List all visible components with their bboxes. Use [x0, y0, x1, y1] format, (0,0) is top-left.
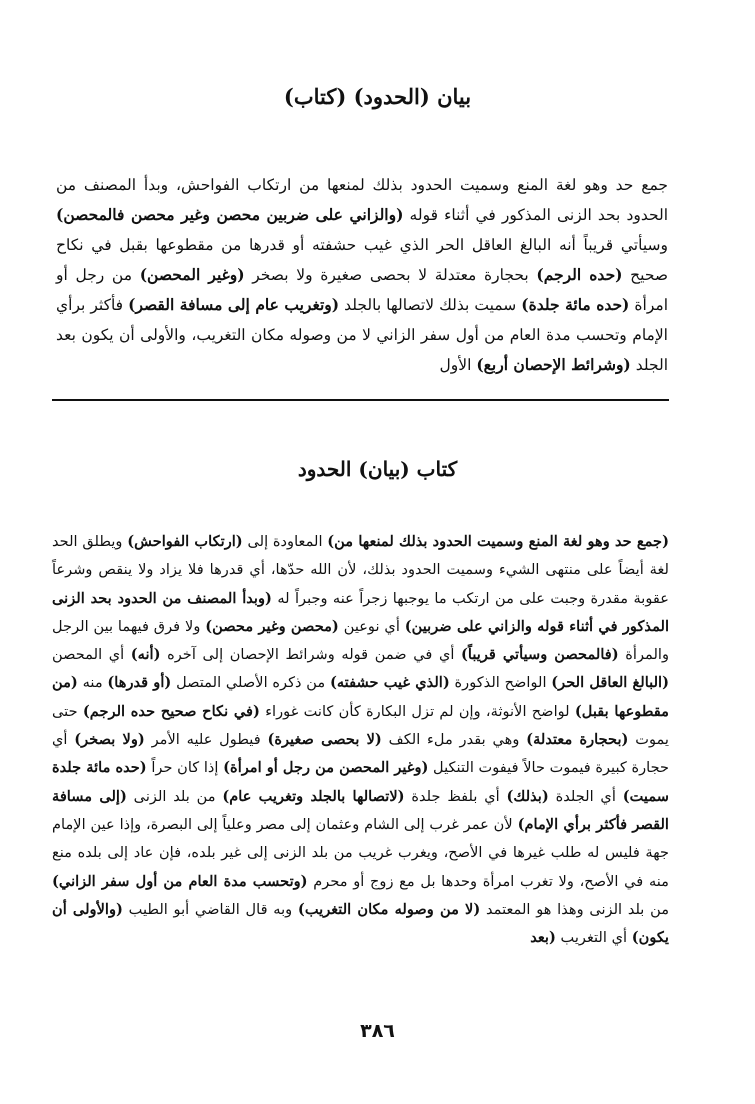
- page-number: ٣٨٦: [360, 1020, 395, 1042]
- quoted-matn-segment: (أو قدرها): [107, 674, 172, 692]
- text-segment: فيطول عليه الأمر: [144, 731, 268, 749]
- text-segment: من بلد الزنى: [126, 787, 223, 805]
- quoted-matn-segment: (من مقطوعها بقبل): [52, 674, 669, 720]
- text-segment: من ذكره الأصلي المتصل: [171, 674, 330, 692]
- text-segment: أي حجارة كبيرة فيموت حالاً فيفوت التنكيل: [52, 731, 670, 777]
- quoted-matn-segment: (وغير المحصن): [139, 265, 245, 284]
- quoted-matn-segment: (في نكاح صحيح حده الرجم): [82, 702, 260, 720]
- quoted-matn-segment: (أنه): [130, 646, 161, 664]
- chapter-title: (كتاب) بيان (الحدود): [283, 84, 472, 109]
- matn-text: [56, 170, 668, 380]
- quoted-matn-segment: (حده مائة جلدة سميت): [52, 759, 669, 805]
- text-segment: لأن عمر غرب إلى الشام وعثمان إلى مصر وعلياً إلى البصرة، وإذا عين الإمام جهة فليس له طلب غيرها في الأصح، ويغرب غريب من بلد الزنى إلى غير بلده، فإن عاد إلى بلده منع منه في الأصح، ولا تغرب امرأة وحدها بل مع زوج أو محرم: [52, 815, 669, 890]
- text-segment: لواضح الأنوثة، وإن لم تزل البكارة كأن كانت غوراء: [259, 702, 575, 720]
- text-segment: المعاودة إلى: [242, 533, 328, 550]
- quoted-matn-segment: (لا بحصى صغيرة): [267, 731, 382, 749]
- text-segment: الواضح الذكورة: [449, 674, 552, 692]
- quoted-matn-segment: (والأولى أن يكون): [52, 900, 669, 947]
- quoted-matn-segment: (حده مائة جلدة): [521, 295, 630, 314]
- quoted-matn-segment: (فالمحصن وسيأتي قريباً): [461, 646, 619, 664]
- quoted-matn-segment: (بذلك): [506, 787, 549, 805]
- quoted-matn-segment: (حده الرجم): [536, 265, 623, 284]
- quoted-matn-segment: (وتغريب عام إلى مسافة القصر): [128, 295, 340, 314]
- quoted-matn-segment: (إلى مسافة القصر فأكثر برأي الإمام): [52, 787, 669, 833]
- text-segment: من بلد الزنى وهذا هو المعتمد: [480, 900, 670, 918]
- text-segment: وسيأتي قريباً أنه البالغ العاقل الحر الذي غيب حشفته أو قدرها من مقطوعها بقبل في نكاح صحيح: [56, 236, 669, 284]
- commentary-title: كتاب (بيان) الحدود: [297, 457, 458, 481]
- quoted-matn-segment: (لاتصالها بالجلد وتغريب عام): [222, 787, 405, 805]
- quoted-matn-segment: (جمع حد وهو لغة المنع وسميت الحدود بذلك لمنعها من): [327, 533, 669, 550]
- text-segment: إذا كان حراً: [146, 759, 224, 777]
- quoted-matn-segment: (بحجارة معتدلة): [526, 731, 629, 749]
- quoted-matn-segment: (ارتكاب الفواحش): [127, 533, 243, 550]
- text-segment: فأكثر برأي الإمام وتحسب مدة العام من أول سفر الزاني لا من وصوله مكان التغريب، والأولى أن يكون بعد الجلد: [56, 296, 668, 374]
- text-segment: الأول: [439, 356, 477, 374]
- quoted-matn-segment: (لا من وصوله مكان التغريب): [297, 900, 481, 918]
- text-segment: من رجل أو امرأة: [56, 266, 669, 314]
- text-segment: وبه قال القاضي أبو الطيب: [122, 900, 298, 918]
- quoted-matn-segment: (وبدأ المصنف من الحدود بحد الزنى المذكور في أثناء قوله والزاني على ضربين): [52, 589, 670, 635]
- text-segment: أي نوعين: [338, 617, 405, 635]
- text-segment: حتى يموت: [52, 702, 669, 749]
- quoted-matn-segment: (محصن وغير محصن): [205, 617, 339, 635]
- text-segment: أي في ضمن قوله وشرائط الإحصان إلى آخره: [160, 646, 462, 664]
- text-segment: أي بلفظ جلدة: [404, 787, 507, 805]
- quoted-matn-segment: (وتحسب مدة العام من أول سفر الزاني): [52, 872, 308, 890]
- quoted-matn-segment: (البالغ العاقل الحر): [551, 674, 669, 692]
- quoted-matn-segment: (ولا بصخر): [74, 731, 145, 749]
- quoted-matn-segment: (الذي غيب حشفته): [329, 674, 450, 692]
- text-segment: أي المحصن: [52, 646, 131, 664]
- separator-line: [52, 399, 669, 401]
- text-segment: أي الجلدة: [548, 787, 623, 805]
- quoted-matn-segment: (بعد: [530, 929, 556, 947]
- text-segment: بحجارة معتدلة لا بحصى صغيرة ولا بصخر: [244, 266, 537, 284]
- text-segment: جمع حد وهو لغة المنع وسميت الحدود بذلك لمنعها من ارتكاب الفواحش، وبدأ المصنف من الحدود بحد الزنى المذكور في أثناء قوله: [56, 176, 668, 224]
- commentary-text: [52, 528, 669, 952]
- text-segment: أي التغريب: [555, 929, 632, 947]
- text-segment: ويطلق الحد لغة أيضاً على منتهى الشيء وسميت الحدود بذلك، لأن الله حدّها، أي قدرها فلا يزاد ولا ينقص وشرعاً عقوبة مقدرة وجبت على من ارتكب ما يوجبها زجراً عنه وجبراً له: [52, 533, 669, 607]
- quoted-matn-segment: (وشرائط الإحصان أربع): [476, 355, 631, 374]
- text-segment: منه: [77, 674, 108, 692]
- text-segment: ولا فرق فيهما بين الرجل والمرأة: [52, 617, 669, 664]
- quoted-matn-segment: (والزاني على ضربين محصن وغير محصن فالمحصن): [56, 205, 404, 224]
- text-segment: سميت بذلك لاتصالها بالجلد: [339, 296, 522, 314]
- text-segment: وهي بقدر ملء الكف: [381, 731, 527, 749]
- quoted-matn-segment: (وغير المحصن من رجل أو امرأة): [223, 759, 429, 777]
